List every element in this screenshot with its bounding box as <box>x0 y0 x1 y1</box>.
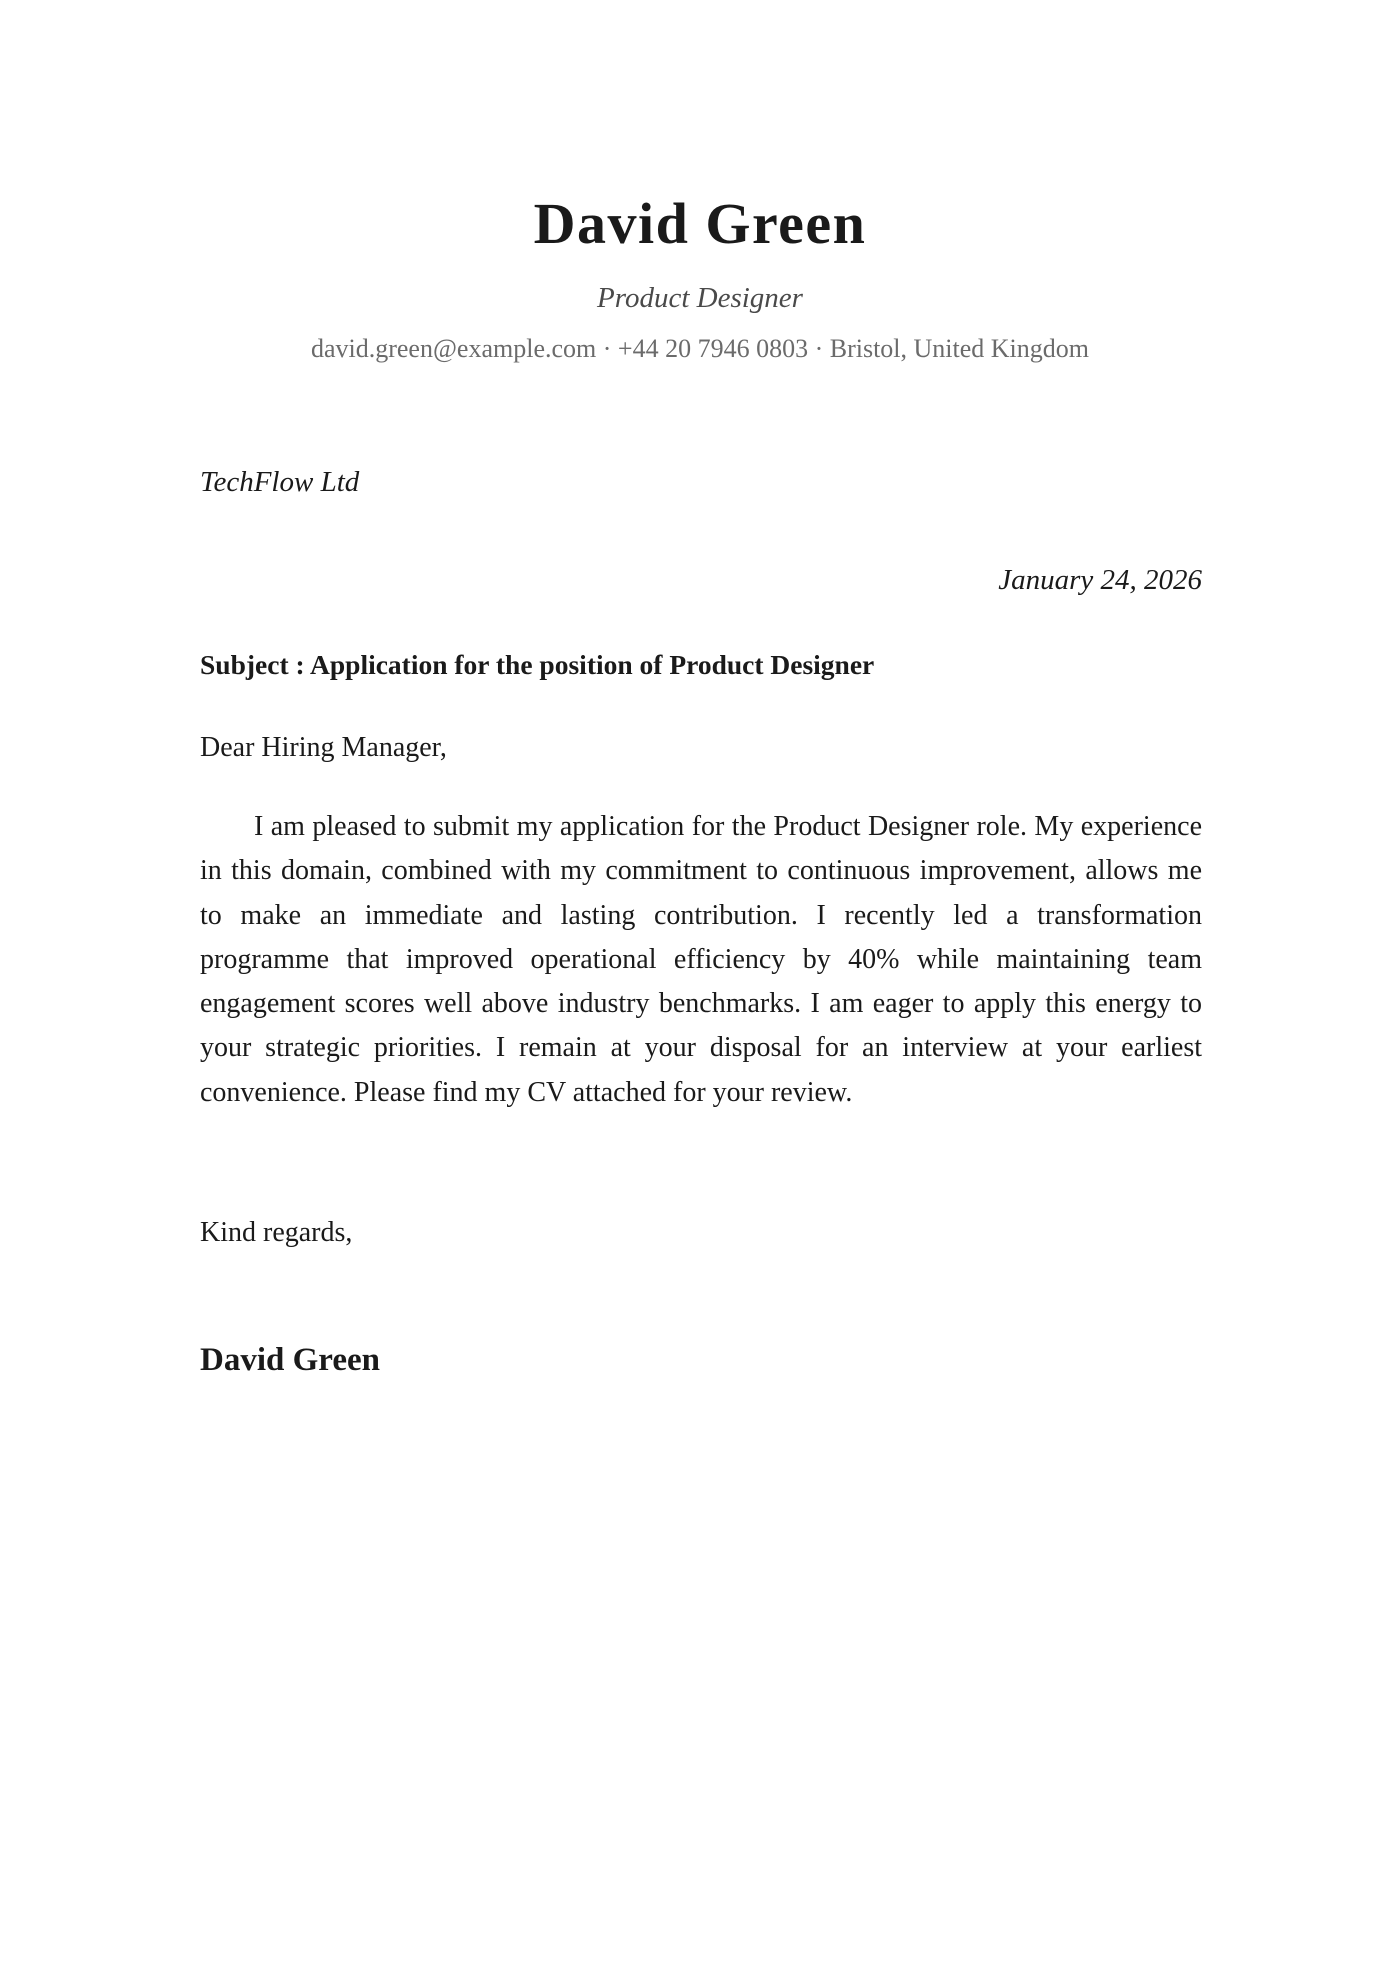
sender-contact: david.green@example.com · +44 20 7946 0803 · Bristol, United Kingdom <box>310 334 1090 363</box>
sender-role: Product Designer <box>597 282 803 314</box>
recipient-company: TechFlow Ltd <box>200 466 360 498</box>
letter-date: January 24, 2026 <box>998 564 1202 596</box>
letter-header <box>200 190 1200 366</box>
letter-greeting: Dear Hiring Manager, <box>200 732 447 763</box>
letter-closing: Kind regards, <box>200 1217 353 1248</box>
letter-subject: Subject : Application for the position of Product Designer <box>200 649 875 680</box>
sender-name: David Green <box>533 191 867 256</box>
letter-signature: David Green <box>200 1342 380 1378</box>
letter-body: I am pleased to submit my application for the Product Designer role. My experience in this domain, combined with my commitment to continuous improvement, allows me to make an immediate and lasting contribution. I recently led a transformation programme that improved operational efficiency by 40% while maintaining team engagement scores well above industry benchmarks. I am eager to apply this energy to your strategic priorities. I remain at your disposal for an interview at your earliest convenience. Please find my CV attached for your review. <box>200 811 1202 1108</box>
